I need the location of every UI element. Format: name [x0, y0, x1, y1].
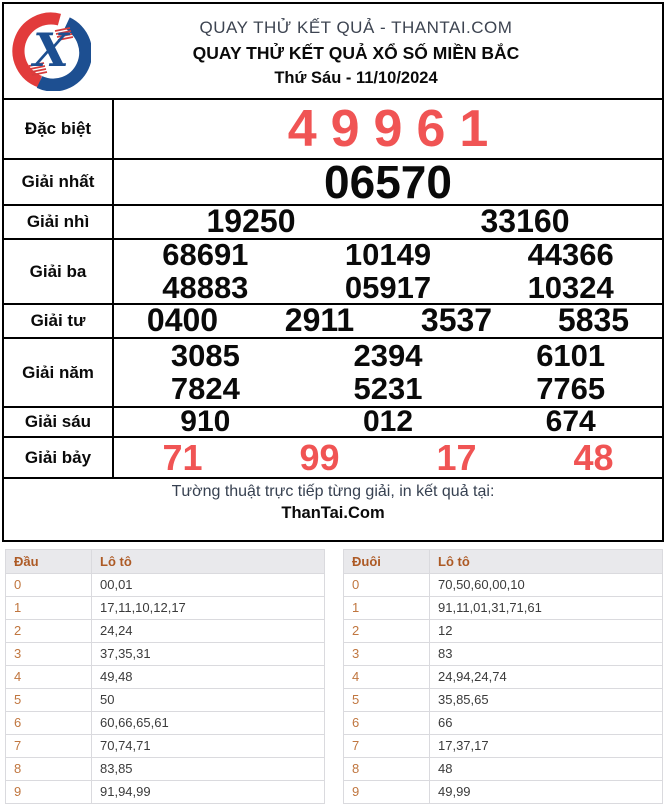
table-row — [344, 597, 663, 620]
column-header-dau: Đầu — [6, 550, 92, 574]
prize-row-giai-sau — [4, 405, 662, 439]
prize-number: 5231 — [353, 370, 423, 406]
prize-label: Giải ba — [4, 240, 114, 303]
prize-number: 7765 — [536, 370, 606, 406]
prize-number: 6101 — [536, 337, 606, 373]
prize-number: 012 — [362, 405, 414, 439]
table-header-row — [344, 550, 663, 574]
prize-label: Giải nhì — [4, 206, 114, 238]
prize-number: 10149 — [344, 236, 432, 272]
site-title: QUAY THỬ KẾT QUẢ - THANTAI.COM — [199, 18, 513, 37]
prize-number: 0400 — [146, 302, 219, 339]
dau-digit: 0 — [6, 574, 92, 597]
duoi-digit: 5 — [344, 689, 430, 712]
lo-to-values: 37,35,31 — [92, 643, 325, 666]
prize-number: 71 — [162, 436, 203, 478]
lo-to-values: 50 — [92, 689, 325, 712]
table-header-row — [6, 550, 325, 574]
table-row — [344, 620, 663, 643]
prize-number: 674 — [545, 405, 596, 439]
lo-to-values: 91,11,01,31,71,61 — [430, 597, 663, 620]
lo-to-values: 60,66,65,61 — [92, 712, 325, 735]
prize-number: 48883 — [162, 269, 249, 305]
prize-number: 3085 — [170, 337, 240, 373]
dau-digit: 4 — [6, 666, 92, 689]
duoi-digit: 8 — [344, 758, 430, 781]
lo-to-values: 83 — [430, 643, 663, 666]
lo-to-values: 17,11,10,12,17 — [92, 597, 325, 620]
table-row — [344, 758, 663, 781]
lo-to-values: 70,50,60,00,10 — [430, 574, 663, 597]
lo-to-values: 17,37,17 — [430, 735, 663, 758]
prize-row-giai-ba — [4, 238, 662, 303]
prize-number: 19250 — [206, 203, 296, 240]
prize-number: 5835 — [557, 302, 630, 339]
prize-row-giai-nhat — [4, 155, 662, 208]
prize-row-giai-bay — [4, 436, 662, 477]
header-titles — [50, 15, 662, 90]
table-row — [344, 735, 663, 758]
prize-number: 05917 — [344, 269, 432, 305]
table-row — [6, 689, 325, 712]
prize-number: 06570 — [324, 155, 452, 208]
prize-number: 2911 — [284, 302, 355, 339]
prize-number: 17 — [436, 436, 477, 478]
footer-note-text: Tường thuật trực tiếp từng giải, in kết quả tại: — [171, 483, 495, 500]
prize-number: 10324 — [527, 269, 614, 305]
dau-lo-to-table — [5, 549, 325, 804]
table-row — [6, 643, 325, 666]
table-row — [344, 574, 663, 597]
table-row — [6, 735, 325, 758]
prize-number: 2394 — [353, 337, 423, 373]
dau-digit: 5 — [6, 689, 92, 712]
dau-digit: 9 — [6, 781, 92, 804]
header — [4, 4, 662, 98]
table-row — [6, 597, 325, 620]
table-row — [6, 781, 325, 804]
duoi-digit: 1 — [344, 597, 430, 620]
column-header-duoi: Đuôi — [344, 550, 430, 574]
table-row — [344, 712, 663, 735]
lo-to-values: 49,48 — [92, 666, 325, 689]
prize-number: 49961 — [287, 99, 503, 158]
table-row — [6, 712, 325, 735]
prize-number: 68691 — [162, 236, 249, 272]
table-row — [344, 781, 663, 804]
lo-to-values: 12 — [430, 620, 663, 643]
prize-label: Giải sáu — [4, 408, 114, 436]
prize-number: 3537 — [420, 302, 493, 339]
table-row — [344, 643, 663, 666]
prize-number: 910 — [180, 405, 231, 439]
duoi-lo-to-table — [343, 549, 663, 804]
table-row — [344, 689, 663, 712]
prize-label: Giải tư — [4, 305, 114, 337]
duoi-digit: 2 — [344, 620, 430, 643]
prize-label: Giải nhất — [4, 160, 114, 204]
prize-number: 99 — [299, 436, 340, 478]
table-row — [6, 620, 325, 643]
footer-note — [4, 477, 662, 522]
prize-number: 44366 — [527, 236, 614, 272]
table-row — [6, 574, 325, 597]
lo-to-values: 35,85,65 — [430, 689, 663, 712]
result-title: QUAY THỬ KẾT QUẢ XỔ SỐ MIỀN BẮC — [192, 43, 520, 63]
lo-to-values: 24,94,24,74 — [430, 666, 663, 689]
dau-digit: 2 — [6, 620, 92, 643]
prize-row-dac-biet — [4, 98, 662, 158]
prize-label: Giải bảy — [4, 438, 114, 477]
duoi-digit: 6 — [344, 712, 430, 735]
duoi-digit: 9 — [344, 781, 430, 804]
lo-to-values: 66 — [430, 712, 663, 735]
svg-text:X: X — [33, 23, 69, 77]
duoi-digit: 4 — [344, 666, 430, 689]
duoi-digit: 7 — [344, 735, 430, 758]
lo-to-values: 83,85 — [92, 758, 325, 781]
results-panel — [2, 2, 664, 542]
lo-to-values: 48 — [430, 758, 663, 781]
prize-label: Giải năm — [4, 339, 114, 406]
lo-to-values: 49,99 — [430, 781, 663, 804]
duoi-digit: 0 — [344, 574, 430, 597]
table-row — [344, 666, 663, 689]
prize-number: 33160 — [480, 203, 570, 240]
prize-row-giai-nam — [4, 337, 662, 406]
table-row — [6, 758, 325, 781]
lo-to-values: 91,94,99 — [92, 781, 325, 804]
dau-digit: 6 — [6, 712, 92, 735]
dau-digit: 7 — [6, 735, 92, 758]
draw-date: Thứ Sáu - 11/10/2024 — [274, 69, 438, 87]
prize-row-giai-tu — [4, 303, 662, 337]
dau-digit: 1 — [6, 597, 92, 620]
table-row — [6, 666, 325, 689]
footer-site-name: ThanTai.Com — [281, 504, 385, 522]
lo-to-values: 24,24 — [92, 620, 325, 643]
prize-number: 48 — [573, 436, 614, 478]
column-header-lo-to: Lô tô — [430, 550, 663, 574]
column-header-lo-to: Lô tô — [92, 550, 325, 574]
lo-to-values: 00,01 — [92, 574, 325, 597]
dau-digit: 8 — [6, 758, 92, 781]
prize-row-giai-nhi — [4, 204, 662, 238]
prize-number: 7824 — [170, 370, 240, 406]
prize-label: Đặc biệt — [4, 100, 114, 158]
dau-digit: 3 — [6, 643, 92, 666]
lo-to-values: 70,74,71 — [92, 735, 325, 758]
duoi-digit: 3 — [344, 643, 430, 666]
